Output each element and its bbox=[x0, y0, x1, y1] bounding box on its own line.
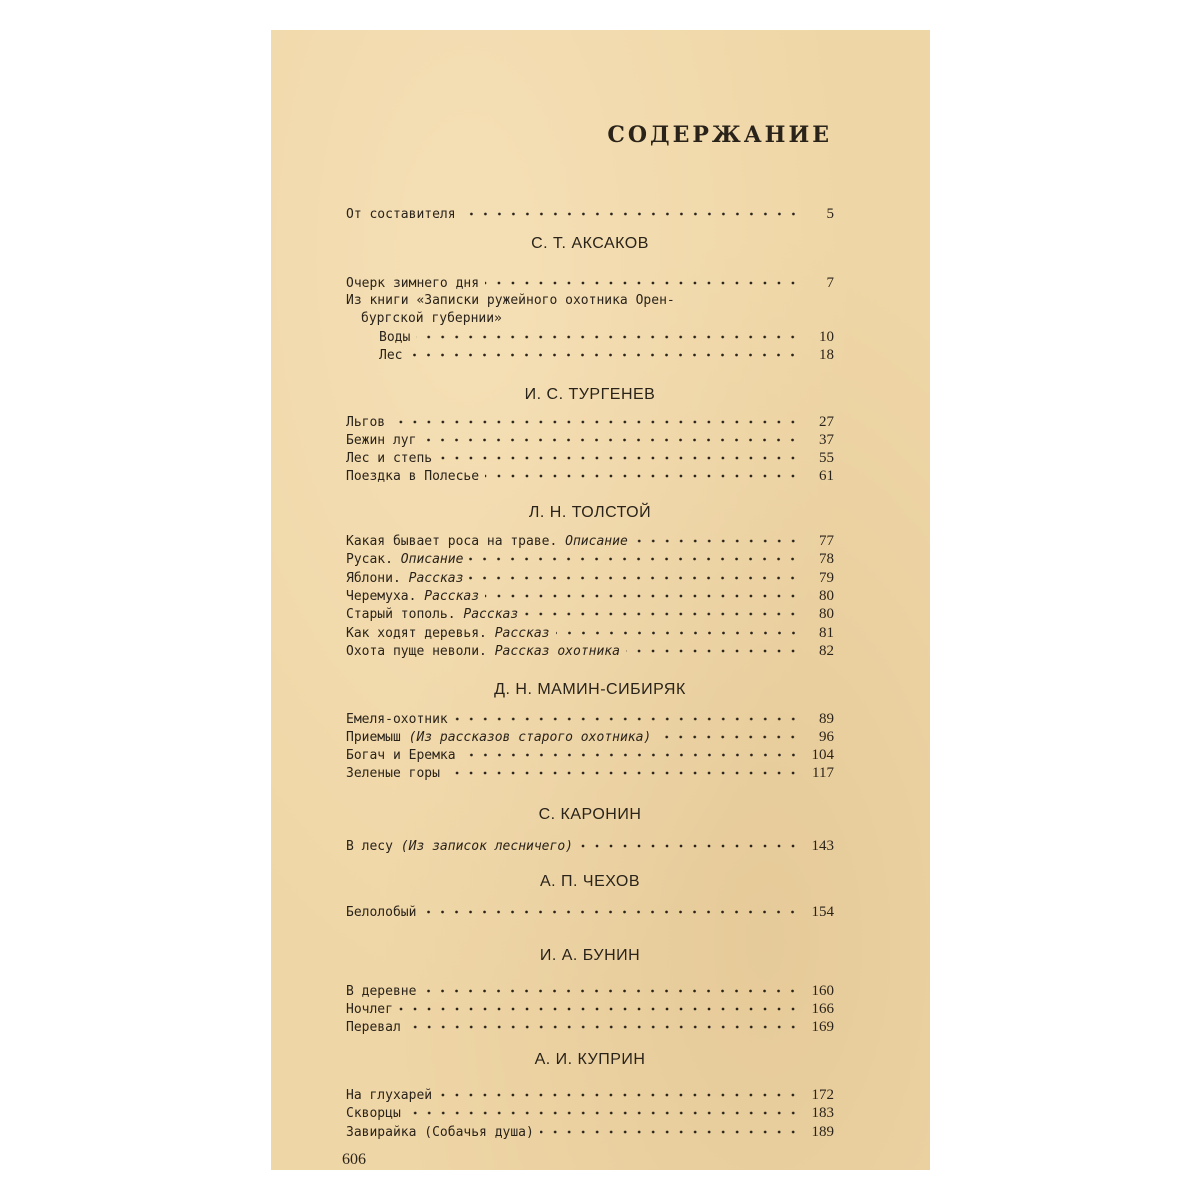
dot-leader bbox=[540, 1127, 800, 1137]
entry-page: 5 bbox=[826, 206, 834, 222]
entry-page: 96 bbox=[819, 729, 834, 745]
toc-entry bbox=[346, 587, 834, 605]
entry-title: На глухарей bbox=[346, 1088, 433, 1103]
entry-title: Богач и Еремка bbox=[346, 748, 456, 763]
entry-page: 154 bbox=[811, 904, 834, 920]
dot-leader bbox=[524, 609, 800, 619]
entry-page: 79 bbox=[819, 570, 834, 586]
entry-title: В лесу (Из записок лесничего) bbox=[346, 839, 573, 854]
entry-page: 10 bbox=[819, 329, 834, 345]
toc-entry bbox=[346, 710, 834, 728]
dot-leader bbox=[469, 554, 800, 564]
toc-entry bbox=[346, 550, 834, 568]
dot-leader bbox=[416, 332, 800, 342]
author-heading: С. Т. АКСАКОВ bbox=[531, 235, 649, 252]
dot-leader bbox=[462, 750, 800, 760]
entry-title: Перевал bbox=[346, 1020, 401, 1035]
entry-page: 7 bbox=[826, 275, 834, 291]
dot-leader bbox=[407, 1108, 800, 1118]
entry-genre: Описание bbox=[565, 534, 628, 549]
entry-page: 61 bbox=[819, 468, 834, 484]
entry-genre: Рассказ охотника bbox=[494, 644, 620, 659]
dot-leader bbox=[408, 350, 800, 360]
dot-leader bbox=[579, 841, 800, 851]
dot-leader bbox=[485, 591, 800, 601]
toc-entry bbox=[346, 982, 834, 1000]
entry-title: Старый тополь. Рассказ bbox=[346, 607, 519, 622]
toc-entry bbox=[346, 605, 834, 623]
book-page bbox=[271, 30, 930, 1170]
toc-entry bbox=[346, 624, 834, 642]
toc-entry bbox=[346, 532, 834, 550]
book-title-line: бургской губернии» bbox=[361, 311, 502, 326]
dot-leader bbox=[399, 1004, 800, 1014]
toc-entry-intro bbox=[346, 205, 834, 223]
page-number: 606 bbox=[342, 1151, 366, 1168]
dot-leader bbox=[626, 646, 800, 656]
author-heading: А. И. КУПРИН bbox=[534, 1051, 646, 1068]
toc-entry bbox=[346, 431, 834, 449]
entry-genre: Рассказ bbox=[424, 589, 480, 604]
entry-genre: (Из записок лесничего) bbox=[400, 839, 573, 854]
entry-page: 183 bbox=[811, 1105, 834, 1121]
toc-entry bbox=[346, 837, 834, 855]
entry-page: 160 bbox=[811, 983, 834, 999]
entry-page: 104 bbox=[811, 747, 834, 763]
author-heading: И. А. БУНИН bbox=[539, 947, 641, 964]
entry-title: Емеля-охотник bbox=[346, 712, 448, 727]
entry-page: 89 bbox=[819, 711, 834, 727]
dot-leader bbox=[422, 986, 800, 996]
author-heading: И. С. ТУРГЕНЕВ bbox=[524, 386, 656, 403]
entry-page: 80 bbox=[819, 606, 834, 622]
entry-title: Лес bbox=[379, 348, 403, 363]
dot-leader bbox=[485, 471, 800, 481]
entry-page: 166 bbox=[811, 1001, 834, 1017]
toc-entry bbox=[346, 467, 834, 485]
toc-entry bbox=[346, 1104, 834, 1122]
toc-entry bbox=[346, 1000, 834, 1018]
entry-title: Белолобый bbox=[346, 905, 417, 920]
entry-title: Приемыш (Из рассказов старого охотника) bbox=[346, 730, 652, 745]
entry-genre: Рассказ bbox=[463, 607, 519, 622]
entry-title: Русак. Описание bbox=[346, 552, 464, 567]
entry-page: 172 bbox=[811, 1087, 834, 1103]
dot-leader bbox=[634, 536, 800, 546]
entry-title: Как ходят деревья. Рассказ bbox=[346, 626, 550, 641]
dot-leader bbox=[556, 628, 800, 638]
entry-title: Яблони. Рассказ bbox=[346, 571, 464, 586]
entry-title: Очерк зимнего дня bbox=[346, 276, 480, 291]
entry-page: 189 bbox=[811, 1124, 834, 1140]
dot-leader bbox=[469, 573, 800, 583]
entry-title: Охота пуще неволи. Рассказ охотника bbox=[346, 644, 620, 659]
toc-sub-entry bbox=[379, 346, 834, 364]
entry-page: 18 bbox=[819, 347, 834, 363]
entry-genre: Рассказ bbox=[494, 626, 550, 641]
entry-page: 143 bbox=[811, 838, 834, 854]
toc-entry bbox=[346, 903, 834, 921]
entry-page: 81 bbox=[819, 625, 834, 641]
page-title: СОДЕРЖАНИЕ bbox=[607, 122, 832, 148]
dot-leader bbox=[485, 278, 800, 288]
dot-leader bbox=[422, 435, 800, 445]
dot-leader bbox=[657, 732, 800, 742]
entry-page: 55 bbox=[819, 450, 834, 466]
entry-page: 78 bbox=[819, 551, 834, 567]
toc-entry bbox=[346, 1018, 834, 1036]
entry-page: 169 bbox=[811, 1019, 834, 1035]
author-heading: С. КАРОНИН bbox=[538, 806, 642, 823]
entry-title: Скворцы bbox=[346, 1106, 401, 1121]
entry-genre: Рассказ bbox=[408, 571, 464, 586]
toc-entry bbox=[346, 764, 834, 782]
dot-leader bbox=[407, 1022, 800, 1032]
entry-page: 82 bbox=[819, 643, 834, 659]
entry-page: 77 bbox=[819, 533, 834, 549]
entry-title: Ночлег bbox=[346, 1002, 393, 1017]
toc-entry bbox=[346, 449, 834, 467]
entry-title: Льгов bbox=[346, 415, 386, 430]
entry-title: Какая бывает роса на траве. Описание bbox=[346, 534, 628, 549]
entry-genre: Описание bbox=[400, 552, 464, 567]
dot-leader bbox=[438, 453, 800, 463]
entry-title: Поездка в Полесье bbox=[346, 469, 480, 484]
entry-page: 117 bbox=[812, 765, 834, 781]
entry-title: Черемуха. Рассказ bbox=[346, 589, 480, 604]
entry-title: Бежин луг bbox=[346, 433, 417, 448]
author-heading: А. П. ЧЕХОВ bbox=[539, 873, 641, 890]
entry-genre: (Из рассказов старого охотника) bbox=[408, 730, 652, 745]
toc-entry bbox=[346, 274, 834, 292]
dot-leader bbox=[438, 1090, 800, 1100]
author-heading: Д. Н. МАМИН-СИБИРЯК bbox=[494, 681, 686, 698]
dot-leader bbox=[391, 417, 800, 427]
entry-title: Лес и степь bbox=[346, 451, 433, 466]
toc-entry bbox=[346, 746, 834, 764]
toc-entry bbox=[346, 413, 834, 431]
entry-page: 80 bbox=[819, 588, 834, 604]
dot-leader bbox=[422, 907, 800, 917]
entry-title: Воды bbox=[379, 330, 411, 345]
entry-title: От составителя bbox=[346, 207, 456, 222]
book-title-line: Из книги «Записки ружейного охотника Орен- bbox=[346, 293, 675, 308]
entry-page: 37 bbox=[819, 432, 834, 448]
entry-title: Завирайка (Собачья душа) bbox=[346, 1125, 534, 1140]
toc-entry bbox=[346, 1086, 834, 1104]
toc-entry bbox=[346, 642, 834, 660]
toc-entry bbox=[346, 569, 834, 587]
toc-entry bbox=[346, 1123, 834, 1141]
entry-title: Зеленые горы bbox=[346, 766, 440, 781]
dot-leader bbox=[446, 768, 800, 778]
dot-leader bbox=[462, 209, 800, 219]
dot-leader bbox=[454, 714, 800, 724]
author-heading: Л. Н. ТОЛСТОЙ bbox=[528, 504, 652, 521]
toc-sub-entry bbox=[379, 328, 834, 346]
entry-page: 27 bbox=[819, 414, 834, 430]
toc-entry bbox=[346, 728, 834, 746]
entry-title: В деревне bbox=[346, 984, 417, 999]
